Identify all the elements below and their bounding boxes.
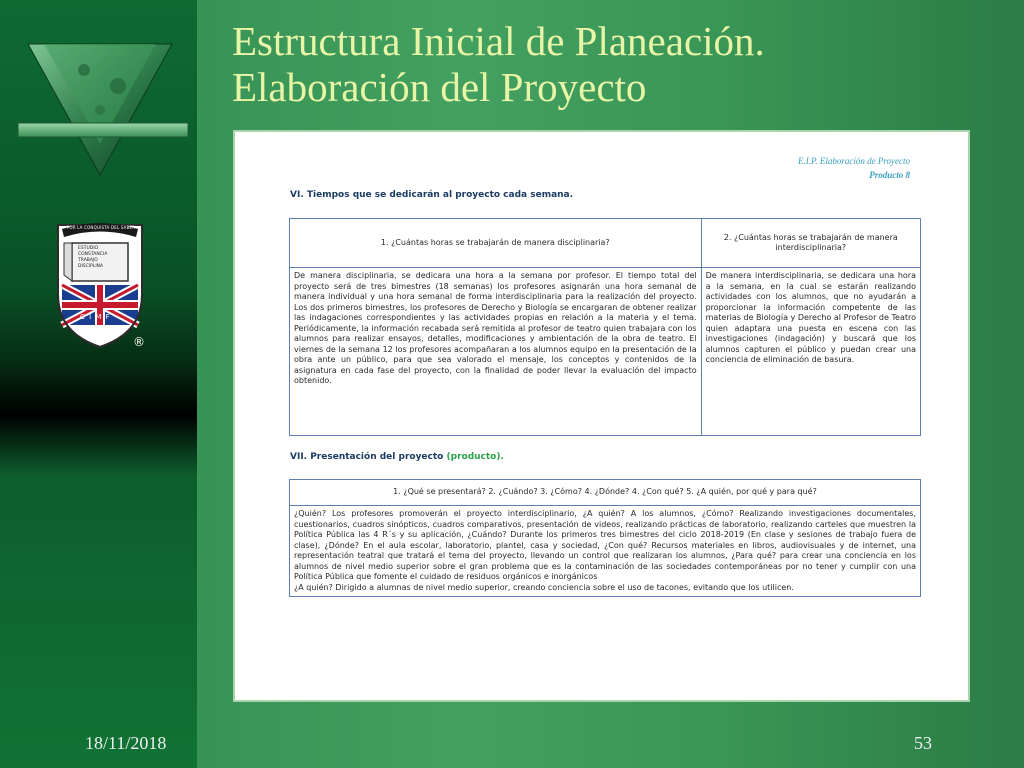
- crest-initials: C I M F: [80, 313, 111, 321]
- school-crest-logo: [50, 215, 150, 355]
- crest-banner-text: POR LA CONQUISTA DEL SABER: [66, 225, 136, 230]
- section7-body-last: ¿A quién? Dirigido a alumnas de nivel medio superior, creando conciencia sobre el uso de tacones, evitando que los utilicen.: [294, 582, 794, 592]
- section6-table: [289, 218, 921, 436]
- document-header: [798, 154, 910, 182]
- document-header-product: Producto 8: [869, 170, 910, 180]
- section7-title: [290, 452, 504, 462]
- scroll-line: ESTUDIO: [78, 246, 99, 251]
- crest-scroll-text: [78, 246, 107, 270]
- section6-title: VI. Tiempos que se dedicarán al proyecto cada semana.: [290, 190, 574, 200]
- section6-col2-body: De manera interdisciplinaria, se dedicara una hora a la semana, en la cual se estarán realizando actividades con los alumnos, que no ayudarán a proporcionar la información competente de las materias de Biología y Derecho al Profesor de Teatro quien adaptara una puesta en escena con las investigaciones (indagación) y buscará que los alumnos capturen el público y puedan crear una conciencia de eliminación de basura.: [701, 268, 920, 436]
- left-decor-panel: [0, 0, 197, 768]
- section7-title-highlight: (producto).: [446, 452, 504, 462]
- scroll-line: DISCIPLINA: [78, 264, 104, 269]
- document-image: [233, 130, 970, 702]
- section6-col1-body: De manera disciplinaria, se dedicara una hora a la semana por profesor. El tiempo total del proyecto será de tres bimestres (18 semanas) los profesores asignarán una hora semanal de manera individual y una hora semanal de forma interdisciplinaria para la realización del proyecto. Los dos primeros bimestres, los profesores de Derecho y Biología se encargaran de obtener realizar las indagaciones correspondientes y las actividades propias en relación a la materia y el tema. Periódicamente, la información recabada será remitida al profesor de teatro quien trabajara con los alumnos para realizar ensayos, detalles, modificaciones y ambientación de la obra de teatro. El viernes de la semana 12 los profesores acompañaran a los alumnos equipo en la presentación de la obra ante un público, para que sea valorado el mensaje, los conceptos y contenidos de la asignatura en cada fase del proyecto, con la finalidad de poder llevar la evaluación del impacto obtenido.: [290, 268, 702, 436]
- section7-body-text: ¿Quién? Los profesores promoverán el proyecto interdisciplinario, ¿A quién? A los alumnos, ¿Cómo? Realizando investigaciones documentales, cuestionarios, cuadros sinópticos, cuadros comparativos, presentación de videos, realizando prácticas de laboratorio, realizando carteles que muestren la Política Pública las 4 R´s y su aplicación, ¿Cuándo? Durante los primeros tres bimestres del ciclo 2018-2019 (En clase y sesiones de trabajo fuera de clase), ¿Dónde? En el aula escolar, laboratorio, plantel, casa y sociedad, ¿Con qué? Recursos materiales en libros, audiovisuales y de internet, una representación teatral que tratará el tema del proyecto, llevando un control que realizaran los alumnos, ¿Para qué? para crear una conciencia en los alumnos de nivel medio superior sobre el gran problema que es la contaminación de las sociedades contemporáneas por no tener y cumplir con una Política Pública que fomente el cuidado de residuos orgánicos e inorgánicos: [294, 509, 916, 581]
- green-pyramid-icon: [14, 40, 192, 180]
- slide-title: [232, 18, 765, 110]
- slide-date: 18/11/2018: [85, 733, 167, 753]
- slide-title-line2: Elaboración del Proyecto: [232, 64, 647, 110]
- slide-title-line1: Estructura Inicial de Planeación.: [232, 18, 765, 64]
- document-header-line1: E.I.P. Elaboración de Proyecto: [798, 156, 910, 166]
- section7-title-main: VII. Presentación del proyecto: [290, 452, 444, 462]
- section7-table: [289, 479, 921, 597]
- section7-body: [290, 506, 921, 597]
- section6-col2-header: 2. ¿Cuántas horas se trabajarán de manera interdisciplinaria?: [701, 219, 920, 268]
- scroll-line: TRABAJO: [78, 258, 98, 263]
- scroll-line: CONSTANCIA: [78, 252, 108, 257]
- section7-questions-header: 1. ¿Qué se presentará? 2. ¿Cuándo? 3. ¿Cómo? 4. ¿Dónde? 4. ¿Con qué? 5. ¿A quién, por qué y para qué?: [290, 480, 921, 506]
- slide-page-number: 53: [914, 733, 932, 753]
- registered-mark: ®: [133, 335, 145, 349]
- section6-col1-header: 1. ¿Cuántas horas se trabajarán de manera disciplinaria?: [290, 219, 702, 268]
